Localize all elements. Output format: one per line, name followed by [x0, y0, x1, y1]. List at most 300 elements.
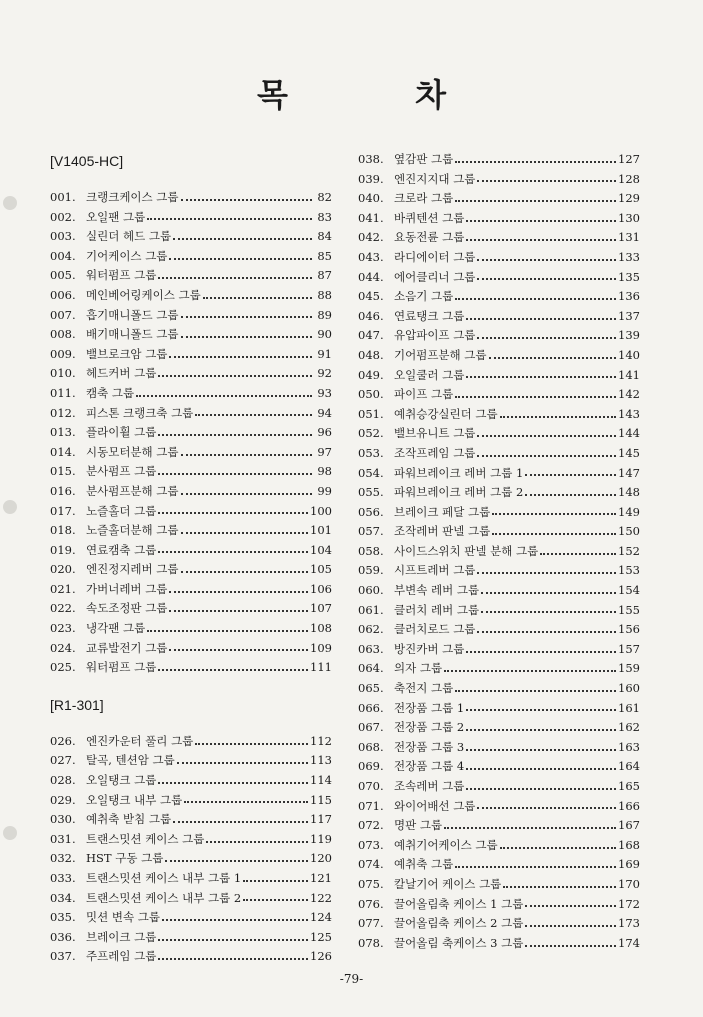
entry-page: 147: [618, 465, 640, 480]
leader-dots: [136, 395, 312, 397]
toc-entry: [358, 620, 640, 640]
entry-page: 174: [618, 935, 640, 950]
leader-dots: [466, 318, 616, 320]
entry-title: 밸브유니트 그룹: [394, 426, 476, 441]
entry-page: 119: [310, 831, 332, 846]
entry-number: 006.: [50, 287, 76, 302]
toc-entry: [50, 541, 332, 561]
entry-number: 030.: [50, 812, 76, 827]
toc-entry: [50, 619, 332, 639]
leader-dots: [195, 743, 308, 745]
leader-dots: [503, 886, 616, 888]
entry-page: 109: [310, 640, 332, 655]
entry-page: 106: [310, 581, 332, 596]
leader-dots: [525, 945, 616, 947]
entry-page: 101: [310, 523, 332, 538]
entry-number: 043.: [358, 249, 384, 264]
leader-dots: [492, 513, 616, 515]
section-header: [R1-301]: [50, 696, 104, 713]
entry-number: 073.: [358, 837, 384, 852]
leader-dots: [540, 553, 616, 555]
entry-page: 133: [618, 249, 640, 264]
entry-title: 흡기매니폴드 그룹: [86, 307, 179, 322]
leader-dots: [158, 375, 312, 377]
leader-dots: [525, 494, 616, 496]
entry-number: 054.: [358, 465, 384, 480]
entry-title: 교류발전기 그룹: [86, 640, 168, 655]
leader-dots: [158, 939, 308, 941]
toc-entry: [358, 424, 640, 444]
toc-entry: [358, 248, 640, 268]
entry-title: 클러치 레버 그룹: [394, 602, 480, 617]
entry-page: 96: [317, 425, 332, 440]
toc-entry: [358, 718, 640, 738]
entry-page: 99: [317, 483, 332, 498]
entry-page: 91: [317, 346, 332, 361]
entry-title: 칼날기어 케이스 그룹: [394, 876, 502, 891]
entry-title: 메인베어링케이스 그룹: [86, 287, 201, 302]
entry-page: 113: [310, 753, 332, 768]
leader-dots: [173, 821, 308, 823]
leader-dots: [181, 316, 312, 318]
entry-page: 127: [618, 152, 640, 166]
toc-entry: [50, 423, 332, 443]
entry-number: 013.: [50, 425, 76, 440]
toc-entry: [50, 560, 332, 580]
leader-dots: [455, 396, 616, 398]
entry-number: 041.: [358, 210, 384, 225]
leader-dots: [181, 532, 309, 534]
entry-title: 조작레버 판넬 그룹: [394, 524, 491, 539]
entry-page: 163: [618, 739, 640, 754]
page-title: 목 차: [257, 76, 504, 114]
entry-number: 020.: [50, 562, 76, 577]
entry-page: 159: [618, 661, 640, 676]
entry-page: 111: [310, 660, 332, 675]
entry-number: 063.: [358, 641, 384, 656]
entry-page: 92: [317, 366, 332, 381]
leader-dots: [177, 762, 308, 764]
toc-entry: [50, 751, 332, 771]
entry-title: 방진카버 그룹: [394, 641, 465, 656]
entry-number: 045.: [358, 289, 384, 304]
leader-dots: [477, 455, 616, 457]
entry-number: 007.: [50, 307, 76, 322]
leader-dots: [158, 434, 312, 436]
toc-entry: [358, 346, 640, 366]
entry-number: 008.: [50, 327, 76, 342]
leader-dots: [181, 454, 312, 456]
toc-entry: [50, 658, 332, 678]
leader-dots: [173, 238, 312, 240]
entry-page: 160: [618, 681, 640, 696]
toc-entry: [50, 889, 332, 909]
entry-title: 사이드스위치 판넬 분해 그룹: [394, 543, 539, 558]
entry-number: 036.: [50, 929, 76, 944]
toc-entry: [50, 849, 332, 869]
leader-dots: [181, 199, 312, 201]
entry-title: 예취기어케이스 그룹: [394, 837, 498, 852]
entry-page: 85: [317, 248, 332, 263]
entry-number: 078.: [358, 935, 384, 950]
toc-entry: [50, 521, 332, 541]
toc-entry: [50, 443, 332, 463]
entry-number: 035.: [50, 910, 76, 925]
toc-entry: [50, 364, 332, 384]
leader-dots: [147, 218, 312, 220]
entry-title: 조속레버 그룹: [394, 779, 465, 793]
entry-number: 014.: [50, 444, 76, 459]
entry-title: 탈곡, 텐션암 그룹: [86, 753, 175, 768]
section-header: [V1405-HC]: [50, 153, 124, 169]
entry-title: 라디에이터 그룹: [394, 249, 476, 264]
toc-entry: [50, 345, 332, 365]
toc-entry: [358, 875, 640, 895]
entry-page: 166: [618, 798, 640, 813]
entry-title: 노즐홀더분해 그룹: [86, 523, 179, 538]
leader-dots: [184, 801, 308, 803]
leader-dots: [169, 258, 312, 260]
toc-entry: [50, 266, 332, 286]
entry-number: 040.: [358, 191, 384, 206]
entry-page: 161: [618, 700, 640, 715]
toc-entry: [358, 522, 640, 542]
entry-number: 076.: [358, 896, 384, 911]
entry-page: 98: [317, 464, 332, 479]
leader-dots: [169, 591, 308, 593]
toc-entry: [358, 601, 640, 621]
entry-title: 기어펌프분해 그룹: [394, 347, 487, 362]
entry-page: 136: [618, 289, 640, 304]
toc-entry: [50, 732, 332, 752]
entry-page: 165: [618, 779, 640, 793]
toc-entry: [358, 150, 640, 170]
toc-entry: [358, 738, 640, 758]
entry-title: 전장품 그룹 1: [394, 700, 465, 715]
entry-number: 012.: [50, 405, 76, 420]
toc-entry: [358, 228, 640, 248]
entry-number: 021.: [50, 581, 76, 596]
leader-dots: [466, 709, 616, 711]
entry-number: 047.: [358, 328, 384, 343]
entry-title: 파워브레이크 레버 그룹 2: [394, 485, 524, 500]
entry-number: 028.: [50, 773, 76, 788]
entry-page: 155: [618, 602, 640, 617]
toc-entry: [50, 928, 332, 948]
entry-page: 145: [618, 445, 640, 460]
entry-number: 064.: [358, 661, 384, 676]
entry-title: 엔진정지레버 그룹: [86, 562, 179, 577]
leader-dots: [158, 958, 308, 960]
entry-page: 104: [310, 542, 332, 557]
entry-number: 018.: [50, 523, 76, 538]
toc-entry: [50, 306, 332, 326]
binder-hole: [3, 500, 17, 514]
toc-entry: [50, 791, 332, 811]
leader-dots: [492, 533, 616, 535]
toc-entry: [50, 462, 332, 482]
entry-number: 056.: [358, 504, 384, 519]
toc-entry: [358, 699, 640, 719]
entry-title: 오일탱크 그룹: [86, 773, 157, 788]
entry-number: 003.: [50, 229, 76, 244]
entry-title: 캠축 그룹: [86, 385, 135, 400]
leader-dots: [466, 651, 616, 653]
entry-title: 연료캠축 그룹: [86, 542, 157, 557]
leader-dots: [477, 572, 616, 574]
entry-page: 112: [310, 733, 332, 748]
entry-page: 168: [618, 837, 640, 852]
toc-entry: [50, 404, 332, 424]
entry-page: 156: [618, 622, 640, 637]
entry-title: 워터펌프 그룹: [86, 660, 157, 675]
entry-title: 연료탱크 그룹: [394, 308, 465, 323]
entry-title: 의자 그룹: [394, 661, 443, 676]
toc-entry: [50, 384, 332, 404]
entry-title: 크랭크케이스 그룹: [86, 190, 179, 204]
entry-number: 044.: [358, 269, 384, 284]
leader-dots: [444, 827, 616, 829]
toc-entry: [50, 188, 332, 208]
entry-number: 026.: [50, 733, 76, 748]
entry-page: 130: [618, 210, 640, 225]
leader-dots: [455, 161, 616, 163]
leader-dots: [181, 571, 309, 573]
entry-number: 058.: [358, 543, 384, 558]
entry-number: 032.: [50, 851, 76, 866]
toc-entry: [358, 679, 640, 699]
entry-number: 042.: [358, 230, 384, 245]
leader-dots: [466, 788, 616, 790]
entry-title: 트랜스밋션 케이스 내부 그룹 2: [86, 890, 242, 905]
entry-title: 밋션 변속 그룹: [86, 910, 160, 925]
entry-number: 061.: [358, 602, 384, 617]
leader-dots: [466, 768, 616, 770]
entry-title: 와이어배선 그룹: [394, 798, 476, 813]
entry-number: 016.: [50, 483, 76, 498]
leader-dots: [158, 473, 312, 475]
entry-page: 142: [618, 387, 640, 402]
entry-title: 피스톤 크랭크축 그룹: [86, 405, 194, 420]
leader-dots: [455, 690, 616, 692]
toc-entry: [358, 659, 640, 679]
entry-page: 169: [618, 857, 640, 872]
toc-entry: [358, 444, 640, 464]
toc-entry: [50, 830, 332, 850]
entry-title: 에어클리너 그룹: [394, 269, 476, 284]
entry-title: 시동모터분해 그룹: [86, 444, 179, 459]
entry-page: 114: [310, 773, 332, 788]
entry-page: 126: [310, 949, 332, 964]
entry-title: 명판 그룹: [394, 818, 443, 833]
entry-page: 124: [310, 910, 332, 925]
entry-number: 074.: [358, 857, 384, 872]
leader-dots: [169, 610, 308, 612]
entry-number: 072.: [358, 818, 384, 833]
entry-number: 070.: [358, 779, 384, 793]
entry-number: 039.: [358, 171, 384, 186]
entry-number: 024.: [50, 640, 76, 655]
leader-dots: [477, 435, 616, 437]
leader-dots: [169, 649, 308, 651]
entry-number: 062.: [358, 622, 384, 637]
toc-entry: [358, 777, 640, 797]
toc-entry: [358, 757, 640, 777]
entry-number: 049.: [358, 367, 384, 382]
toc-entry: [358, 405, 640, 425]
entry-title: 부변속 레버 그룹: [394, 583, 480, 598]
entry-number: 004.: [50, 248, 76, 263]
leader-dots: [525, 925, 616, 927]
entry-title: 트랜스밋션 케이스 내부 그룹 1: [86, 871, 242, 885]
entry-page: 83: [317, 209, 332, 224]
leader-dots: [466, 749, 616, 751]
entry-page: 82: [317, 190, 332, 204]
page-number: -79-: [339, 972, 364, 986]
entry-page: 97: [317, 444, 332, 459]
entry-title: 브레이크 그룹: [86, 929, 157, 944]
entry-page: 93: [317, 385, 332, 400]
entry-number: 067.: [358, 720, 384, 735]
entry-page: 89: [317, 307, 332, 322]
entry-title: 분사펌프분해 그룹: [86, 483, 179, 498]
entry-number: 052.: [358, 426, 384, 441]
entry-number: 022.: [50, 601, 76, 616]
entry-title: 오일쿨러 그룹: [394, 367, 465, 382]
toc-entry: [358, 326, 640, 346]
entry-number: 059.: [358, 563, 384, 578]
entry-title: 소음기 그룹: [394, 289, 454, 304]
entry-page: 150: [618, 524, 640, 539]
leader-dots: [203, 297, 312, 299]
leader-dots: [162, 919, 308, 921]
leader-dots: [181, 493, 312, 495]
leader-dots: [477, 278, 616, 280]
entry-page: 157: [618, 641, 640, 656]
entry-title: 가버너레버 그룹: [86, 581, 168, 596]
toc-entry: [358, 855, 640, 875]
entry-title: 속도조정판 그룹: [86, 601, 168, 616]
leader-dots: [477, 259, 616, 261]
entry-number: 048.: [358, 347, 384, 362]
entry-number: 005.: [50, 268, 76, 283]
entry-page: 143: [618, 406, 640, 421]
entry-title: 배기매니폴드 그룹: [86, 327, 179, 342]
entry-number: 066.: [358, 700, 384, 715]
entry-page: 139: [618, 328, 640, 343]
entry-title: 플라이휠 그룹: [86, 425, 157, 440]
entry-number: 025.: [50, 660, 76, 675]
entry-title: 끌어올림축 케이스 1 그룹: [394, 896, 524, 911]
toc-entry: [358, 170, 640, 190]
toc-entry: [358, 934, 640, 954]
entry-number: 029.: [50, 792, 76, 807]
entry-title: 크로라 그룹: [394, 191, 454, 206]
toc-entry: [358, 287, 640, 307]
leader-dots: [477, 807, 616, 809]
leader-dots: [195, 414, 312, 416]
entry-number: 068.: [358, 739, 384, 754]
entry-page: 152: [618, 543, 640, 558]
entry-title: 시프트레버 그룹: [394, 563, 476, 578]
entry-title: 파워브레이크 레버 그룹 1: [394, 465, 524, 480]
entry-number: 023.: [50, 621, 76, 636]
leader-dots: [489, 357, 617, 359]
entry-number: 057.: [358, 524, 384, 539]
entry-number: 051.: [358, 406, 384, 421]
entry-title: 전장품 그룹 4: [394, 759, 465, 774]
leader-dots: [169, 356, 312, 358]
toc-entry: [358, 895, 640, 915]
entry-title: 클러치로드 그룹: [394, 622, 476, 637]
toc-entry: [50, 908, 332, 928]
entry-title: 축전지 그룹: [394, 681, 454, 696]
toc-right-column: [358, 150, 640, 953]
entry-page: 153: [618, 563, 640, 578]
toc-entry: [358, 836, 640, 856]
toc-entry: [358, 797, 640, 817]
entry-page: 90: [317, 327, 332, 342]
entry-page: 87: [317, 268, 332, 283]
entry-title: 기어케이스 그룹: [86, 248, 168, 263]
entry-page: 125: [310, 929, 332, 944]
toc-entry: [50, 325, 332, 345]
entry-title: 밸브로크암 그룹: [86, 346, 168, 361]
leader-dots: [165, 860, 308, 862]
leader-dots: [525, 905, 616, 907]
toc-entry: [50, 810, 332, 830]
entry-title: HST 구동 그룹: [86, 851, 164, 866]
leader-dots: [481, 611, 616, 613]
toc-entry: [50, 482, 332, 502]
toc-entry: [358, 307, 640, 327]
entry-page: 172: [618, 896, 640, 911]
toc-entry: [50, 599, 332, 619]
toc-entry: [50, 771, 332, 791]
entry-number: 075.: [358, 876, 384, 891]
entry-page: 121: [310, 871, 332, 885]
entry-title: 냉각팬 그룹: [86, 621, 146, 636]
entry-title: 예취승강실린더 그룹: [394, 406, 498, 421]
entry-number: 001.: [50, 190, 76, 204]
toc-entry: [358, 561, 640, 581]
leader-dots: [477, 180, 616, 182]
toc-entry: [358, 816, 640, 836]
leader-dots: [158, 669, 308, 671]
entry-number: 069.: [358, 759, 384, 774]
leader-dots: [147, 630, 308, 632]
entry-title: 끌어올림 축케이스 3 그룹: [394, 935, 524, 950]
toc-entry: [358, 209, 640, 229]
toc-entry: [358, 542, 640, 562]
toc-entry: [358, 268, 640, 288]
toc-entry: [50, 869, 332, 889]
toc-entry: [358, 385, 640, 405]
leader-dots: [206, 841, 308, 843]
entry-number: 065.: [358, 681, 384, 696]
leader-dots: [455, 298, 616, 300]
entry-title: 노즐홀더 그룹: [86, 503, 157, 518]
entry-number: 055.: [358, 485, 384, 500]
entry-title: 주프레임 그룹: [86, 949, 157, 964]
entry-page: 122: [310, 890, 332, 905]
entry-number: 009.: [50, 346, 76, 361]
entry-number: 046.: [358, 308, 384, 323]
entry-number: 033.: [50, 871, 76, 885]
entry-page: 117: [310, 812, 332, 827]
toc-entry: [358, 914, 640, 934]
entry-page: 140: [618, 347, 640, 362]
